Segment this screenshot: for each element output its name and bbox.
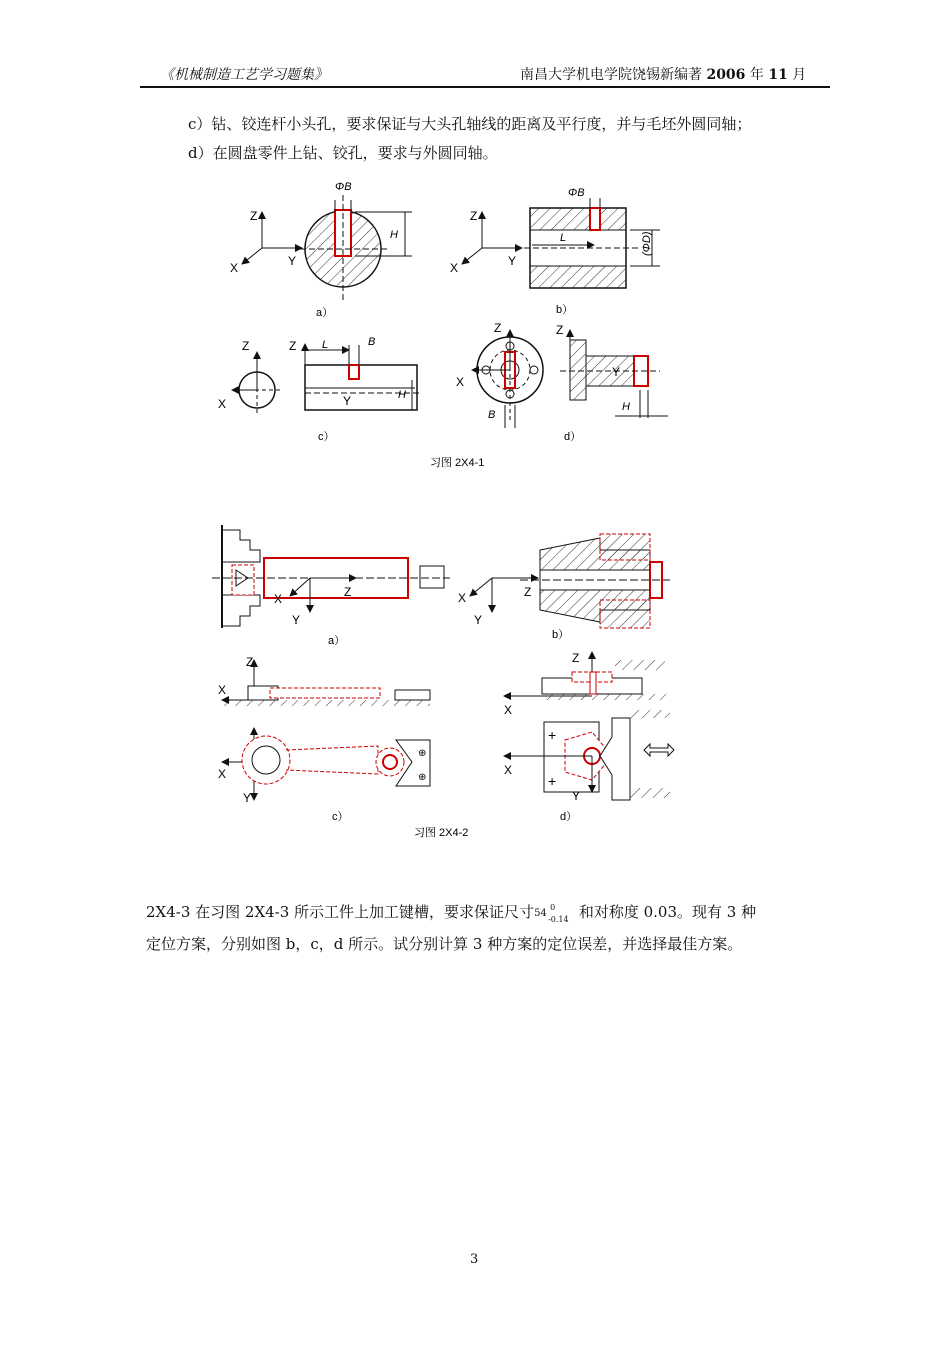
fig1d-x-label: X	[456, 375, 465, 389]
header-author: 南昌大学机电学院饶锡新编著	[520, 67, 702, 83]
fig2c-y: Y	[243, 791, 252, 805]
tolerance-upper: 0	[550, 903, 556, 912]
figure-2x4-2	[0, 500, 950, 850]
fig2-c	[218, 655, 430, 823]
fig2b-z: Z	[524, 585, 532, 599]
fig1b-L: L	[560, 232, 567, 244]
fig2d-plus2: +	[548, 773, 557, 789]
fig1a-y-label: Y	[288, 254, 297, 268]
item-d-text: d）在圆盘零件上钻、铰孔，要求与外圆同轴。	[188, 144, 498, 162]
fig1b-z-label: Z	[470, 209, 478, 223]
fig1c-L: L	[322, 339, 329, 351]
fig1a-sublabel: a）	[316, 307, 334, 319]
fig2d-plus1: +	[548, 727, 557, 743]
fig2c-x-bot: X	[218, 767, 227, 781]
fig1c-z-left: Z	[242, 339, 250, 353]
fig2a-x: X	[274, 592, 283, 606]
fig1a-x-label: X	[230, 261, 239, 275]
fig1c-y-label: Y	[343, 394, 352, 408]
fig1b-phiD: (ΦD)	[641, 231, 653, 256]
fig2d-x-top: X	[504, 703, 513, 717]
fig2b-x: X	[458, 591, 467, 605]
fig1d-sublabel: d）	[564, 431, 582, 443]
header-year: 2006	[706, 67, 746, 83]
item-c-text: c）钻、铰连杆小头孔，要求保证与大头孔轴线的距离及平行度，并与毛坯外圆同轴；	[188, 115, 752, 133]
fig2-b	[458, 534, 670, 641]
fig2c-sublabel: c）	[332, 811, 349, 823]
problem-line-2: 定位方案，分别如图 b，c，d 所示。试分别计算 3 种方案的定位误差，并选择最佳方案。	[146, 935, 743, 953]
fig1d-y-label: Y	[612, 365, 621, 379]
fig2a-y: Y	[292, 613, 301, 627]
fig2-caption: 习图 2X4-2	[414, 827, 469, 839]
fig2b-y: Y	[474, 613, 483, 627]
problem-line-1-b: 和对称度 0.03。现有 3 种	[578, 903, 757, 921]
fig1c-B: B	[368, 336, 376, 348]
fig1c-x-left: X	[218, 397, 227, 411]
page-number: 3	[470, 1252, 479, 1267]
fig1d-B: B	[488, 409, 496, 421]
fig2b-sublabel: b）	[552, 629, 570, 641]
fig2-d	[504, 651, 674, 823]
figure-2x4-1	[0, 0, 950, 480]
fig1b-sublabel: b）	[556, 304, 574, 316]
fig1b-y-label: Y	[508, 254, 517, 268]
fig2d-y: Y	[572, 789, 581, 803]
fig1-d	[456, 321, 668, 443]
fig2c-x-top: X	[218, 683, 227, 697]
tolerance-lower: -0.14	[548, 915, 569, 924]
fig2a-sublabel: a）	[328, 635, 346, 647]
fig2c-mark1: ⊕	[418, 748, 427, 759]
fig1b-x-label: X	[450, 261, 459, 275]
fig2d-x-bot: X	[504, 763, 513, 777]
fig1c-H: H	[398, 389, 406, 401]
header-month: 11	[768, 67, 788, 83]
fig1d-z-right: Z	[556, 323, 564, 337]
fig1a-H: H	[390, 229, 398, 241]
header-year-unit: 年	[749, 67, 764, 83]
fig1c-z-right: Z	[289, 339, 297, 353]
fig1-caption: 习图 2X4-1	[430, 457, 485, 469]
fig2d-sublabel: d）	[560, 811, 578, 823]
fig2c-mark2: ⊕	[418, 772, 427, 783]
fig1-c	[218, 336, 420, 443]
header-month-unit: 月	[792, 67, 807, 83]
problem-line-1	[146, 902, 756, 922]
fig1a-phiB: ΦB	[335, 181, 352, 193]
fig2a-z: Z	[344, 585, 352, 599]
fig1c-sublabel: c）	[318, 431, 335, 443]
fig1d-z-left: Z	[494, 321, 502, 335]
fig2c-z: Z	[246, 655, 254, 669]
fig1b-phiB: ΦB	[568, 187, 585, 199]
fig1d-H: H	[622, 401, 630, 413]
tolerance-dimension	[534, 902, 574, 922]
fig1-a	[230, 181, 412, 319]
problem-line-1-a: 2X4-3 在习图 2X4-3 所示工件上加工键槽，要求保证尺寸	[146, 903, 535, 921]
tolerance-nominal: 54	[534, 908, 547, 919]
header-book-title: 《机械制造工艺学习题集》	[160, 67, 328, 83]
fig1a-z-label: Z	[250, 209, 258, 223]
fig1-b	[450, 187, 660, 316]
fig2-a	[212, 525, 450, 647]
fig2d-z: Z	[572, 651, 580, 665]
